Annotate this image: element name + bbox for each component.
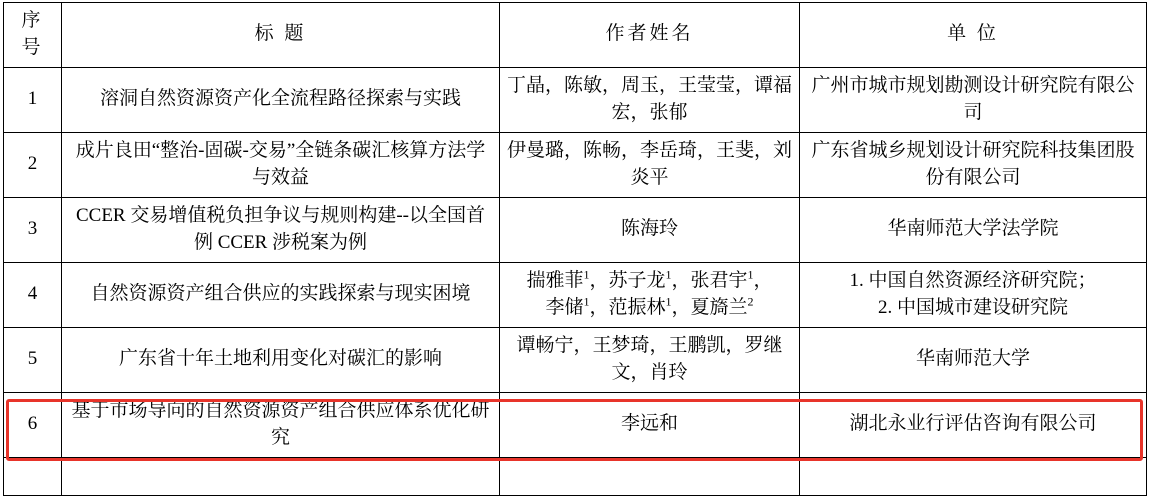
author-separator: ， [753, 269, 773, 291]
author-name: ，苏子龙 [589, 269, 666, 291]
table-row [4, 197, 1147, 262]
authors-line-2 [506, 295, 793, 322]
table-row [4, 132, 1147, 197]
author-name: 揣雅菲 [526, 269, 584, 291]
author-affiliation-marker: 1 [665, 294, 672, 309]
row-number [4, 457, 62, 495]
column-header-organization: 单 位 [800, 3, 1147, 68]
row-number: 4 [4, 262, 62, 327]
paper-authors [500, 262, 800, 327]
paper-authors: 李远和 [500, 392, 800, 457]
paper-organization: 广州市城市规划勘测设计研究院有限公司 [800, 67, 1147, 132]
author-affiliation-marker: 1 [747, 267, 754, 282]
paper-organization: 华南师范大学法学院 [800, 197, 1147, 262]
paper-organization: 广东省城乡规划设计研究院科技集团股份有限公司 [800, 132, 1147, 197]
paper-title: CCER 交易增值税负担争议与规则构建--以全国首例 CCER 涉税案为例 [62, 197, 500, 262]
table-row [4, 327, 1147, 392]
table-body [4, 67, 1147, 495]
paper-organization [800, 262, 1147, 327]
author-affiliation-marker: 2 [747, 294, 754, 309]
document-page [0, 2, 1149, 483]
paper-organization [800, 457, 1147, 495]
row-number: 2 [4, 132, 62, 197]
papers-table [3, 2, 1147, 496]
paper-authors: 伊曼璐，陈畅，李岳琦，王斐，刘炎平 [500, 132, 800, 197]
paper-organization: 华南师范大学 [800, 327, 1147, 392]
column-header-number: 序 号 [4, 3, 62, 68]
table-header [4, 3, 1147, 68]
paper-title: 基于市场导向的自然资源资产组合供应体系优化研究 [62, 392, 500, 457]
paper-authors: 丁晶，陈敏，周玉，王莹莹，谭福宏，张郁 [500, 67, 800, 132]
paper-title: 溶洞自然资源资产化全流程路径探索与实践 [62, 67, 500, 132]
table-header-row [4, 3, 1147, 68]
author-name: ，范振林 [589, 296, 666, 318]
paper-authors: 陈海玲 [500, 197, 800, 262]
organization-line-2: 2. 中国城市建设研究院 [877, 296, 1068, 318]
paper-title: 自然资源资产组合供应的实践探索与现实困境 [62, 262, 500, 327]
author-name: 李储 [545, 296, 584, 318]
column-header-authors: 作者姓名 [500, 3, 800, 68]
author-name: ，张君宇 [671, 269, 748, 291]
paper-authors [500, 457, 800, 495]
table-row [4, 67, 1147, 132]
row-number: 5 [4, 327, 62, 392]
table-row-highlighted [4, 392, 1147, 457]
table-row [4, 262, 1147, 327]
row-number: 1 [4, 67, 62, 132]
row-number: 6 [4, 392, 62, 457]
column-header-title: 标 题 [62, 3, 500, 68]
authors-line-1 [506, 268, 793, 295]
author-affiliation-marker: 1 [665, 267, 672, 282]
paper-title [62, 457, 500, 495]
organization-line-1: 1. 中国自然资源经济研究院； [849, 269, 1097, 291]
row-number: 3 [4, 197, 62, 262]
paper-authors: 谭畅宁，王梦琦，王鹏凯，罗继文，肖玲 [500, 327, 800, 392]
table-row-empty [4, 457, 1147, 495]
paper-title: 成片良田“整治-固碳-交易”全链条碳汇核算方法学与效益 [62, 132, 500, 197]
author-affiliation-marker: 1 [583, 294, 590, 309]
author-name: ，夏旖兰 [671, 296, 748, 318]
paper-title: 广东省十年土地利用变化对碳汇的影响 [62, 327, 500, 392]
paper-organization: 湖北永业行评估咨询有限公司 [800, 392, 1147, 457]
author-affiliation-marker: 1 [583, 267, 590, 282]
